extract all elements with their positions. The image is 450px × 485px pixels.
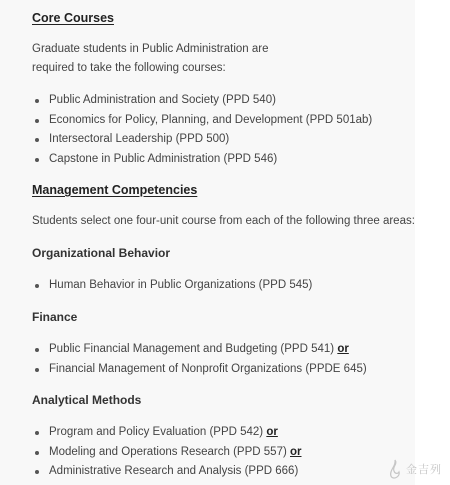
bullet-icon — [35, 451, 39, 455]
list-item: Program and Policy Evaluation (PPD 542) or — [32, 423, 302, 443]
list-item: Human Behavior in Public Organizations (PPD 545) — [32, 276, 312, 296]
list-item: Modeling and Operations Research (PPD 557) or — [32, 443, 302, 463]
core-courses-list — [32, 91, 372, 169]
finance-list — [32, 340, 367, 379]
list-item: Public Financial Management and Budgeting (PPD 541) or — [32, 340, 367, 360]
bullet-icon — [35, 368, 39, 372]
core-courses-intro — [32, 40, 269, 78]
bullet-icon — [35, 158, 39, 162]
list-item: Financial Management of Nonprofit Organizations (PPDE 645) — [32, 360, 367, 380]
or-connector: or — [266, 426, 278, 438]
core-intro-line-1: Graduate students in Public Administration are — [32, 43, 269, 55]
finance-heading: Finance — [32, 310, 78, 324]
bullet-icon — [35, 119, 39, 123]
or-connector: or — [337, 343, 349, 355]
core-courses-heading: Core Courses — [32, 11, 114, 25]
bullet-icon — [35, 348, 39, 352]
org-behavior-list — [32, 276, 312, 296]
bullet-icon — [35, 431, 39, 435]
watermark — [389, 459, 442, 479]
list-item: Economics for Policy, Planning, and Development (PPD 501ab) — [32, 111, 372, 131]
management-intro: Students select one four-unit course from each of the following three areas: — [32, 215, 415, 227]
flame-logo-icon — [389, 459, 403, 479]
list-item: Administrative Research and Analysis (PPD 666) — [32, 462, 302, 482]
bullet-icon — [35, 138, 39, 142]
list-item: Public Administration and Society (PPD 540) — [32, 91, 372, 111]
list-item: Intersectoral Leadership (PPD 500) — [32, 130, 372, 150]
core-intro-line-2: required to take the following courses: — [32, 62, 226, 74]
analytical-methods-list — [32, 423, 302, 482]
bullet-icon — [35, 284, 39, 288]
analytical-methods-heading: Analytical Methods — [32, 393, 142, 407]
or-connector: or — [290, 445, 302, 458]
list-item: Capstone in Public Administration (PPD 546) — [32, 150, 372, 170]
org-behavior-heading: Organizational Behavior — [32, 246, 171, 260]
management-competencies-heading: Management Competencies — [32, 183, 198, 197]
watermark-text: 金吉列 — [406, 464, 442, 476]
bullet-icon — [35, 99, 39, 103]
bullet-icon — [35, 470, 39, 474]
